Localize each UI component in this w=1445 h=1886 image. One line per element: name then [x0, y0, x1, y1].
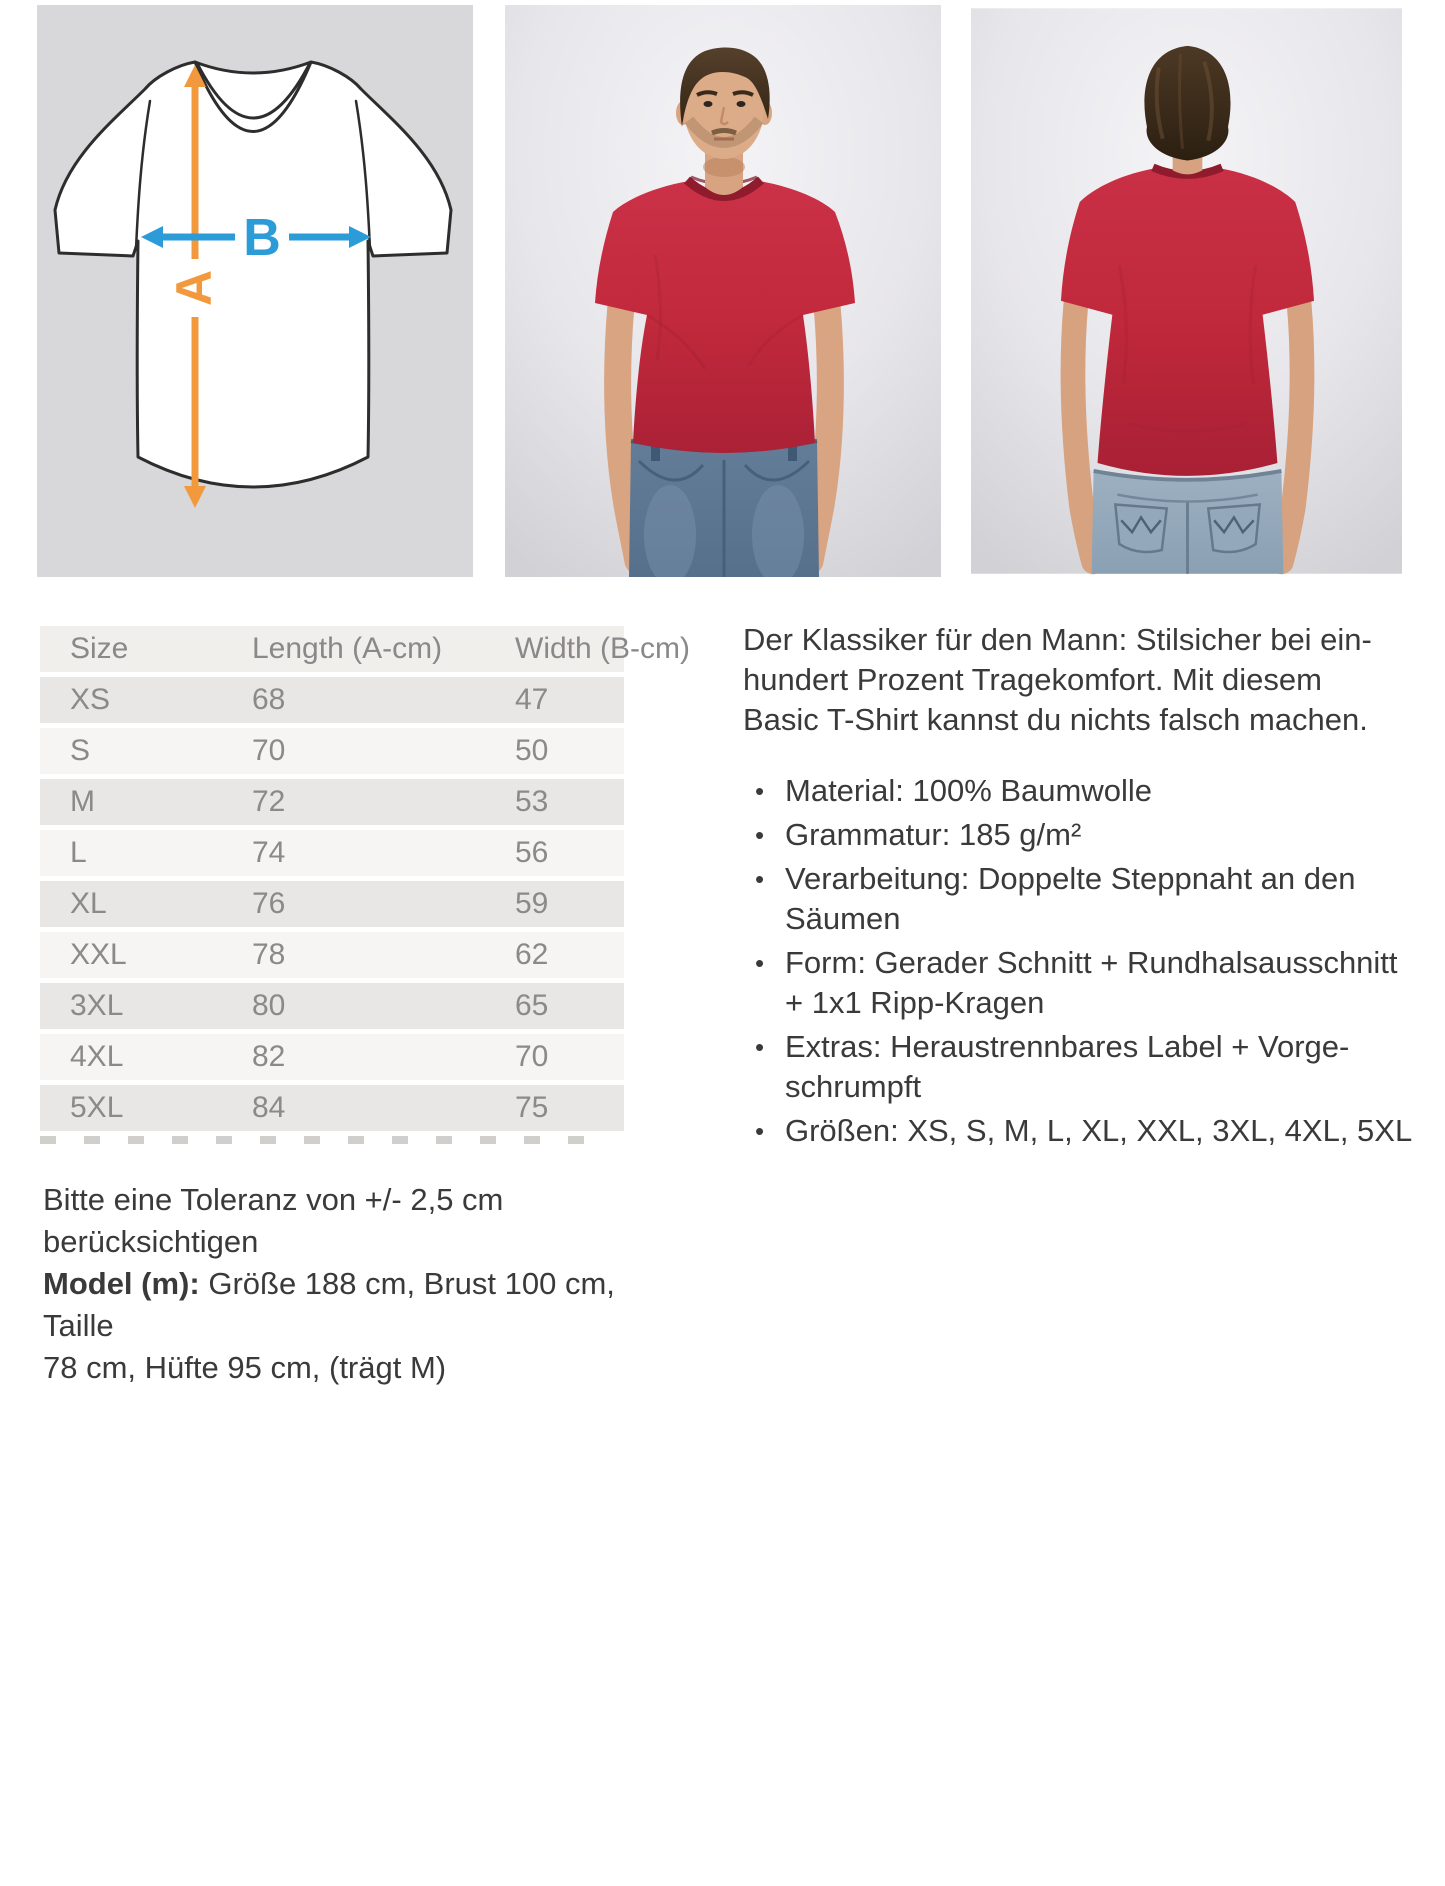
column-header: Size [70, 632, 129, 665]
table-row [40, 1034, 624, 1080]
feature-line: • Material: 100% Baumwolle [785, 773, 1153, 808]
model-info-line2: 78 cm, Hüfte 95 cm, (trägt M) [43, 1350, 447, 1385]
width-cell: 47 [515, 683, 549, 716]
width-cell: 53 [515, 785, 549, 818]
column-header: Length (A-cm) [252, 632, 443, 665]
tolerance-note: Bitte eine Toleranz von +/- 2,5 cm berücksichtigen [43, 1182, 504, 1259]
feature-line: • Form: Gerader Schnitt + Rundhalsausschnitt [785, 945, 1398, 980]
feature-line: • Extras: Heraustrennbares Label + Vorge- [785, 1029, 1350, 1064]
feature-line: + 1x1 Ripp-Kragen [785, 985, 1045, 1020]
length-cell: 74 [252, 836, 286, 869]
length-cell: 82 [252, 1040, 286, 1073]
size-cell: XL [70, 887, 107, 920]
table-row [40, 1085, 624, 1131]
model-info [43, 1263, 683, 1347]
feature-item [743, 1111, 1428, 1151]
size-cell: XXL [70, 938, 127, 971]
product-photo-back[interactable] [971, 5, 1402, 577]
feature-line: schrumpft [785, 1069, 922, 1104]
jeans-back [1092, 471, 1284, 574]
width-cell: 56 [515, 836, 549, 869]
table-row [40, 983, 624, 1029]
feature-item [743, 771, 1428, 811]
length-cell: 80 [252, 989, 286, 1022]
size-cell: S [70, 734, 91, 767]
description-intro [743, 620, 1428, 740]
size-table-header [40, 626, 690, 672]
table-row [40, 830, 624, 876]
size-cell: 3XL [70, 989, 124, 1022]
size-cell: XS [70, 683, 111, 716]
table-row [40, 677, 624, 723]
width-cell: 75 [515, 1091, 549, 1124]
size-measurement-diagram [37, 5, 473, 577]
length-cell: 84 [252, 1091, 286, 1124]
feature-list [743, 771, 1428, 1151]
table-row [40, 881, 624, 927]
jeans [629, 441, 819, 577]
product-photo-front[interactable] [505, 5, 941, 577]
size-table [40, 626, 690, 1144]
length-cell: 78 [252, 938, 286, 971]
man-back-red-tshirt-image [971, 5, 1402, 577]
tshirt-outline-icon [55, 62, 451, 487]
model-info-line1: Größe 188 cm, Brust 100 cm, Taille [43, 1266, 615, 1343]
width-cell: 65 [515, 989, 549, 1022]
width-cell: 59 [515, 887, 549, 920]
table-row [40, 932, 624, 978]
intro-line: hundert Prozent Tragekomfort. Mit diesem [743, 662, 1322, 697]
length-cell: 68 [252, 683, 286, 716]
intro-line: Basic T-Shirt kannst du nichts falsch machen. [743, 702, 1368, 737]
product-description [743, 620, 1428, 1155]
length-cell: 76 [252, 887, 286, 920]
size-table-body [40, 677, 624, 1131]
feature-line: • Verarbeitung: Doppelte Steppnaht an den [785, 861, 1356, 896]
intro-line: Der Klassiker für den Mann: Stilsicher bei ein- [743, 622, 1372, 657]
width-cell: 62 [515, 938, 549, 971]
feature-item [743, 815, 1428, 855]
model-info-label: Model (m): [43, 1266, 200, 1301]
table-row [40, 728, 624, 774]
length-cell: 70 [252, 734, 286, 767]
column-header: Width (B-cm) [515, 632, 690, 665]
length-label-a: A [166, 269, 222, 307]
size-cell: L [70, 836, 87, 869]
size-cell: 5XL [70, 1091, 124, 1124]
feature-item [743, 1027, 1428, 1107]
measurement-notes [43, 1179, 683, 1389]
width-cell: 50 [515, 734, 549, 767]
size-cell: 4XL [70, 1040, 124, 1073]
clipped-row-artifact [40, 1136, 600, 1144]
feature-line: Säumen [785, 901, 901, 936]
man-front-red-tshirt-image [505, 5, 941, 577]
table-row [40, 779, 624, 825]
feature-item [743, 859, 1428, 939]
tshirt-measure-illustration [37, 5, 473, 577]
feature-item [743, 943, 1428, 1023]
width-cell: 70 [515, 1040, 549, 1073]
width-label-b: B [243, 209, 281, 267]
feature-line: • Größen: XS, S, M, L, XL, XXL, 3XL, 4XL, 5XL [785, 1113, 1413, 1148]
feature-line: • Grammatur: 185 g/m² [785, 817, 1082, 852]
length-cell: 72 [252, 785, 286, 818]
size-cell: M [70, 785, 95, 818]
